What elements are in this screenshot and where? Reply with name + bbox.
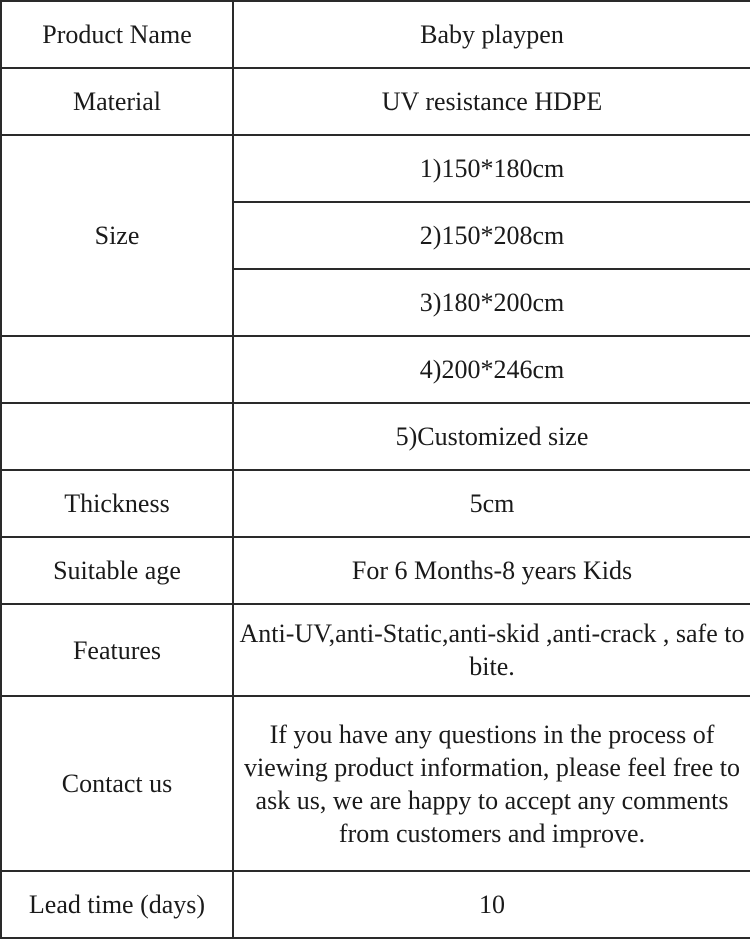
table-row-features [1,604,750,696]
value-lead-time: 10 [233,871,750,938]
table-row-product-name [1,1,750,68]
value-material: UV resistance HDPE [233,68,750,135]
table-row-size-1 [1,135,750,202]
table-row-thickness [1,470,750,537]
label-material: Material [1,68,233,135]
empty-label-cell [1,403,233,470]
value-product-name: Baby playpen [233,1,750,68]
label-product-name: Product Name [1,1,233,68]
table-row-suitable-age [1,537,750,604]
table-row-size-4 [1,336,750,403]
value-size-option-3: 3)180*200cm [233,269,750,336]
value-size-option-4: 4)200*246cm [233,336,750,403]
label-thickness: Thickness [1,470,233,537]
table-row-contact [1,696,750,871]
table-row-size-5 [1,403,750,470]
label-contact: Contact us [1,696,233,871]
value-thickness: 5cm [233,470,750,537]
table-row-material [1,68,750,135]
label-suitable-age: Suitable age [1,537,233,604]
value-size-option-5: 5)Customized size [233,403,750,470]
value-contact: If you have any questions in the process of viewing product information, please feel free to ask us, we are happy to accept any comments from customers and improve. [233,696,750,871]
table-row-lead-time [1,871,750,938]
value-size-option-2: 2)150*208cm [233,202,750,269]
value-size-option-1: 1)150*180cm [233,135,750,202]
label-lead-time: Lead time (days) [1,871,233,938]
empty-label-cell [1,336,233,403]
label-features: Features [1,604,233,696]
value-suitable-age: For 6 Months-8 years Kids [233,537,750,604]
value-features: Anti-UV,anti-Static,anti-skid ,anti-crack , safe to bite. [233,604,750,696]
label-size: Size [1,135,233,336]
